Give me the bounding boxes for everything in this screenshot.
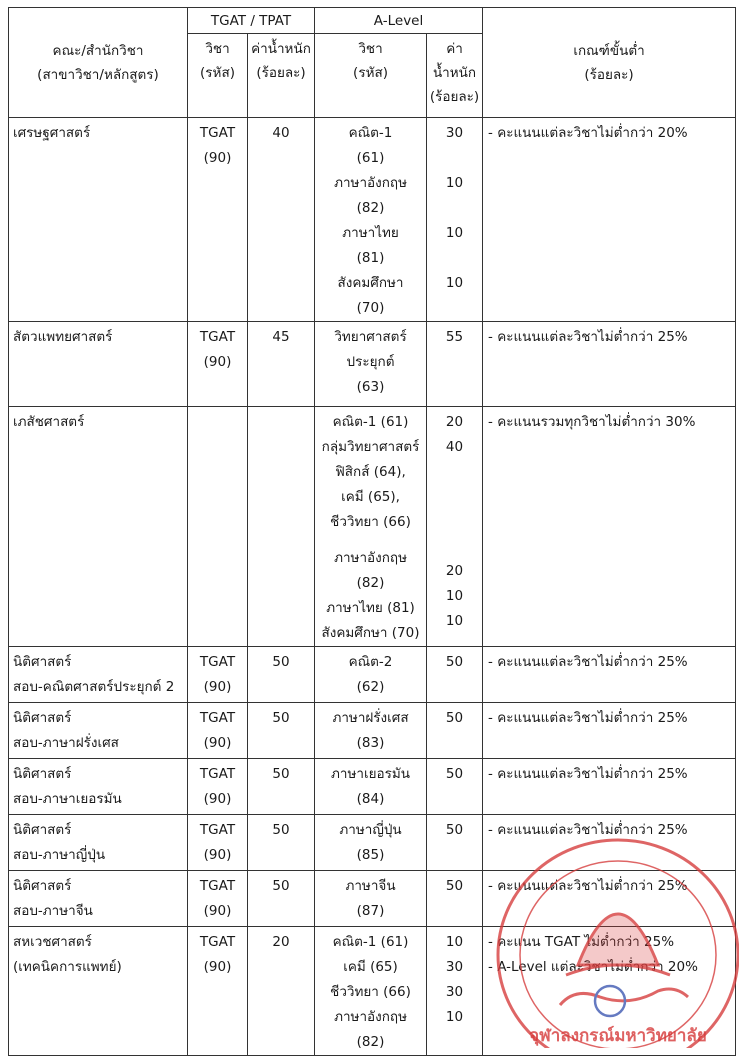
faculty-cell: สหเวชศาสตร์ (เทคนิคการแพทย์)	[9, 927, 188, 1056]
table-row	[9, 407, 736, 647]
header-alevel-weight: ค่า น้ำหนัก (ร้อยละ)	[427, 34, 483, 118]
alevel-weight-cell: 50	[427, 871, 483, 927]
alevel-weight-cell: 50	[427, 759, 483, 815]
header-tgat-weight: ค่าน้ำหนัก (ร้อยละ)	[248, 34, 315, 118]
header-faculty: คณะ/สำนักวิชา (สาขาวิชา/หลักสูตร)	[9, 8, 188, 118]
table-row	[9, 759, 736, 815]
tgat-weight-cell: 50	[248, 703, 315, 759]
faculty-cell: นิติศาสตร์ สอบ-ภาษาญี่ปุ่น	[9, 815, 188, 871]
tgat-weight-cell: 50	[248, 647, 315, 703]
criteria-cell: - คะแนนแต่ละวิชาไม่ต่ำกว่า 25%	[483, 871, 736, 927]
faculty-cell: สัตวแพทยศาสตร์	[9, 322, 188, 407]
tgat-subject-cell: TGAT (90)	[188, 647, 248, 703]
tgat-weight-cell: 50	[248, 871, 315, 927]
table-row	[9, 927, 736, 1056]
header-tgat-subject: วิชา (รหัส)	[188, 34, 248, 118]
faculty-cell: นิติศาสตร์ สอบ-ภาษาจีน	[9, 871, 188, 927]
alevel-subject-cell: ภาษาญี่ปุ่น (85)	[315, 815, 427, 871]
table-row	[9, 322, 736, 407]
header-tgat-tpat: TGAT / TPAT	[188, 8, 315, 34]
tgat-subject-cell	[188, 407, 248, 647]
tgat-weight-cell	[248, 407, 315, 647]
faculty-cell: เภสัชศาสตร์	[9, 407, 188, 647]
tgat-subject-cell: TGAT (90)	[188, 927, 248, 1056]
faculty-cell: นิติศาสตร์ สอบ-คณิตศาสตร์ประยุกต์ 2	[9, 647, 188, 703]
table-row	[9, 815, 736, 871]
table-row	[9, 647, 736, 703]
criteria-cell: - คะแนนแต่ละวิชาไม่ต่ำกว่า 20%	[483, 118, 736, 322]
criteria-cell: - คะแนนแต่ละวิชาไม่ต่ำกว่า 25%	[483, 815, 736, 871]
faculty-cell: นิติศาสตร์ สอบ-ภาษาเยอรมัน	[9, 759, 188, 815]
alevel-weight-cell: 30 10 10 10	[427, 118, 483, 322]
criteria-cell: - คะแนนแต่ละวิชาไม่ต่ำกว่า 25%	[483, 703, 736, 759]
header-criteria: เกณฑ์ขั้นต่ำ (ร้อยละ)	[483, 8, 736, 118]
tgat-weight-cell: 45	[248, 322, 315, 407]
alevel-weight-cell: 10 30 30 10	[427, 927, 483, 1056]
faculty-cell: นิติศาสตร์ สอบ-ภาษาฝรั่งเศส	[9, 703, 188, 759]
tgat-subject-cell: TGAT (90)	[188, 871, 248, 927]
tgat-subject-cell: TGAT (90)	[188, 703, 248, 759]
faculty-cell: เศรษฐศาสตร์	[9, 118, 188, 322]
alevel-weight-cell: 50	[427, 815, 483, 871]
header-alevel: A-Level	[315, 8, 483, 34]
alevel-weight-cell: 20 40 20 10 10	[427, 407, 483, 647]
seal-text: จุฬาลงกรณ์มหาวิทยาลัย	[529, 1026, 707, 1046]
tgat-weight-cell: 50	[248, 759, 315, 815]
tgat-subject-cell: TGAT (90)	[188, 815, 248, 871]
alevel-weight-cell: 55	[427, 322, 483, 407]
table-row	[9, 118, 736, 322]
criteria-cell: - คะแนน TGAT ไม่ต่ำกว่า 25% - A-Level แต่ละวิชาไม่ต่ำกว่า 20%	[483, 927, 736, 1056]
alevel-weight-cell: 50	[427, 703, 483, 759]
tgat-subject-cell: TGAT (90)	[188, 322, 248, 407]
criteria-cell: - คะแนนแต่ละวิชาไม่ต่ำกว่า 25%	[483, 759, 736, 815]
criteria-cell: - คะแนนแต่ละวิชาไม่ต่ำกว่า 25%	[483, 322, 736, 407]
table-row	[9, 703, 736, 759]
criteria-cell: - คะแนนแต่ละวิชาไม่ต่ำกว่า 25%	[483, 647, 736, 703]
criteria-cell: - คะแนนรวมทุกวิชาไม่ต่ำกว่า 30%	[483, 407, 736, 647]
tgat-weight-cell: 50	[248, 815, 315, 871]
alevel-subject-cell: ภาษาฝรั่งเศส (83)	[315, 703, 427, 759]
alevel-subject-cell: คณิต-1 (61) กลุ่มวิทยาศาสตร์ ฟิสิกส์ (64), เคมี (65), ชีววิทยา (66) ภาษาอังกฤษ (82) ภาษาไทย (81) สังคมศึกษา (70)	[315, 407, 427, 647]
alevel-weight-cell: 50	[427, 647, 483, 703]
alevel-subject-cell: คณิต-1 (61) เคมี (65) ชีววิทยา (66) ภาษาอังกฤษ (82)	[315, 927, 427, 1056]
alevel-subject-cell: วิทยาศาสตร์ ประยุกต์ (63)	[315, 322, 427, 407]
tgat-subject-cell: TGAT (90)	[188, 759, 248, 815]
tgat-weight-cell: 20	[248, 927, 315, 1056]
admission-criteria-table	[8, 7, 736, 1056]
tgat-weight-cell: 40	[248, 118, 315, 322]
alevel-subject-cell: คณิต-2 (62)	[315, 647, 427, 703]
alevel-subject-cell: ภาษาจีน (87)	[315, 871, 427, 927]
alevel-subject-cell: ภาษาเยอรมัน (84)	[315, 759, 427, 815]
header-alevel-subject: วิชา (รหัส)	[315, 34, 427, 118]
tgat-subject-cell: TGAT (90)	[188, 118, 248, 322]
alevel-subject-cell: คณิต-1 (61) ภาษาอังกฤษ (82) ภาษาไทย (81) สังคมศึกษา (70)	[315, 118, 427, 322]
table-row	[9, 871, 736, 927]
